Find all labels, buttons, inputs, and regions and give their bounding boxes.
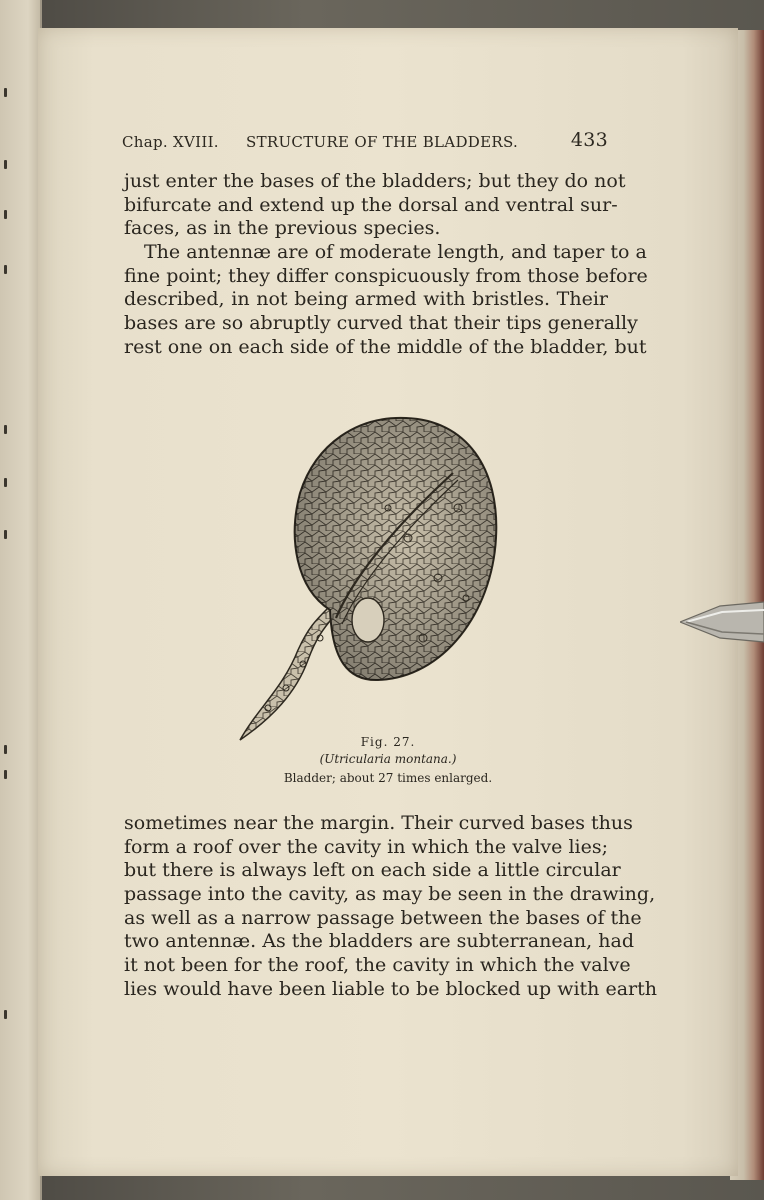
text-line: fine point; they differ conspicuously from those before [124,264,648,287]
chapter-label: Chap. XVIII. [122,133,219,151]
ink-mark [4,530,7,539]
text-line: described, in not being armed with bristles. Their [124,288,608,311]
ink-mark [4,745,7,754]
text-line: passage into the cavity, as may be seen in the drawing, [124,883,656,906]
ink-mark [4,425,7,434]
running-header [122,129,608,157]
paragraph-bottom [124,812,657,1002]
paragraph-top [124,170,648,360]
ink-mark [4,770,7,779]
ink-mark [4,88,7,97]
text-line: but there is always left on each side a little circular [124,859,621,882]
text-line: lies would have been liable to be blocked up with earth [124,977,657,1000]
figure-species: (Utricularia montana.) [319,752,457,766]
text-line: rest one on each side of the middle of the bladder, but [124,335,647,358]
bookmark-clip [680,598,764,646]
page-number: 433 [570,129,608,151]
facing-page-edge [0,0,42,1200]
ink-mark [4,160,7,169]
text-line: sometimes near the margin. Their curved bases thus [124,812,633,834]
text-line: form a roof over the cavity in which the valve lies; [124,835,608,858]
text-line: as well as a narrow passage between the bases of the [124,906,642,929]
text-line: it not been for the roof, the cavity in which the valve [124,954,631,977]
ink-mark [4,1010,7,1019]
text-line: The antennæ are of moderate length, and taper to a [144,241,647,264]
running-title: STRUCTURE OF THE BLADDERS. [246,133,519,151]
figure-label: Fig. 27. [360,735,416,749]
text-line: just enter the bases of the bladders; but they do not [124,170,626,192]
ink-mark [4,210,7,219]
text-line: bifurcate and extend up the dorsal and ventral sur- [124,193,618,216]
bladder-illustration [228,388,528,758]
book-page [38,28,738,1176]
text-line: bases are so abruptly curved that their tips generally [124,312,638,335]
ink-mark [4,478,7,487]
figure-description: Bladder; about 27 times enlarged. [283,771,493,785]
text-line: faces, as in the previous species. [124,217,441,240]
ink-mark [4,265,7,274]
text-line: two antennæ. As the bladders are subterranean, had [124,930,634,953]
